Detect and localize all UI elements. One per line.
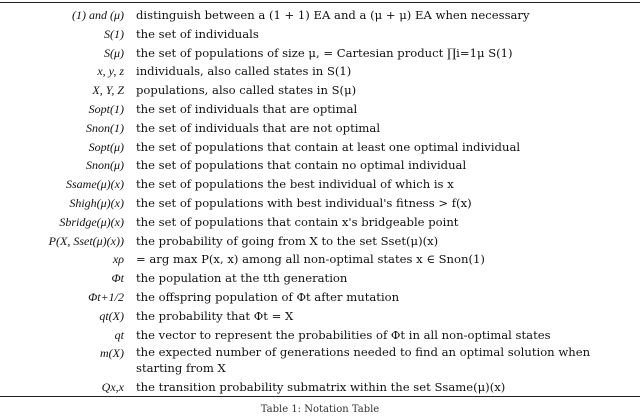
symbol-cell: xρ xyxy=(112,252,124,267)
description-cell: the vector to represent the probabilities of Φt in all non-optimal states xyxy=(136,327,551,342)
symbol-cell: Sopt(1) xyxy=(88,101,124,116)
description-cell: the transition probability submatrix within the set Ssame(μ)(x) xyxy=(136,380,506,395)
symbol-cell: x, y, z xyxy=(97,64,124,79)
description-cell: the set of individuals xyxy=(136,26,259,41)
table-row xyxy=(0,250,640,269)
description-cell: the offspring population of Φt after mutation xyxy=(136,289,400,304)
symbol-cell: Sopt(μ) xyxy=(88,139,124,154)
description-cell: the population at the tth generation xyxy=(136,271,348,286)
table-row xyxy=(0,119,640,138)
table-row xyxy=(0,213,640,232)
symbol-cell: Ssame(μ)(x) xyxy=(66,177,124,192)
table-top-rule xyxy=(0,2,640,3)
description-cell: the set of populations that contain no optimal individual xyxy=(136,158,467,173)
notation-table xyxy=(0,6,640,397)
symbol-cell: Φt xyxy=(111,271,124,286)
description-cell: the set of populations with best individual's fitness > f(x) xyxy=(136,195,472,210)
table-row xyxy=(0,175,640,194)
symbol-cell: Sbridge(μ)(x) xyxy=(59,214,124,229)
table-row xyxy=(0,138,640,157)
table-row xyxy=(0,156,640,175)
symbol-cell: Shigh(μ)(x) xyxy=(69,195,124,210)
description-cell: the probability of going from X to the set Sset(μ)(x) xyxy=(136,233,439,248)
symbol-cell: P(X, Sset(μ)(x)) xyxy=(48,233,124,248)
table-row xyxy=(0,378,640,397)
table-row xyxy=(0,44,640,63)
table-row xyxy=(0,344,640,378)
table-row xyxy=(0,25,640,44)
table-row xyxy=(0,62,640,81)
table-row xyxy=(0,232,640,251)
description-cell: the expected number of generations needed to find an optimal solution when starting from X xyxy=(136,345,591,376)
description-cell: the probability that Φt = X xyxy=(136,308,294,323)
symbol-cell: m(X) xyxy=(100,346,124,361)
description-cell: the set of populations that contain at least one optimal individual xyxy=(136,139,521,154)
table-row xyxy=(0,6,640,25)
description-cell: the set of populations of size μ, = Cartesian product ∏i=1μ S(1) xyxy=(136,45,513,60)
symbol-cell: Snon(μ) xyxy=(85,158,124,173)
description-cell: populations, also called states in S(μ) xyxy=(136,83,357,98)
description-cell: distinguish between a (1 + 1) EA and a (μ + μ) EA when necessary xyxy=(136,8,530,22)
symbol-cell: Φt+1/2 xyxy=(88,289,124,304)
symbol-cell: qt xyxy=(114,327,124,342)
table-row xyxy=(0,100,640,119)
description-cell: individuals, also called states in S(1) xyxy=(136,64,352,79)
table-bottom-rule xyxy=(0,396,640,397)
table-row xyxy=(0,326,640,345)
table-row xyxy=(0,288,640,307)
symbol-cell: X, Y, Z xyxy=(92,83,124,98)
table-row xyxy=(0,81,640,100)
description-cell: the set of populations the best individual of which is x xyxy=(136,177,454,192)
description-cell: the set of individuals that are not optimal xyxy=(136,120,381,135)
description-cell: the set of populations that contain x's bridgeable point xyxy=(136,214,459,229)
symbol-cell: S(μ) xyxy=(103,45,124,60)
symbol-cell: qt(X) xyxy=(99,308,124,323)
description-cell: the set of individuals that are optimal xyxy=(136,101,358,116)
table-caption: Table 1: Notation Table xyxy=(260,404,380,415)
symbol-cell: S(1) xyxy=(104,26,124,41)
description-cell: = arg max P(x, x) among all non-optimal states x ∈ Snon(1) xyxy=(136,252,485,267)
symbol-cell: Snon(1) xyxy=(86,120,124,135)
table-row xyxy=(0,194,640,213)
table-row xyxy=(0,307,640,326)
table-row xyxy=(0,269,640,288)
symbol-cell: (1) and (μ) xyxy=(71,8,124,22)
symbol-cell: Qx,x xyxy=(101,380,124,395)
